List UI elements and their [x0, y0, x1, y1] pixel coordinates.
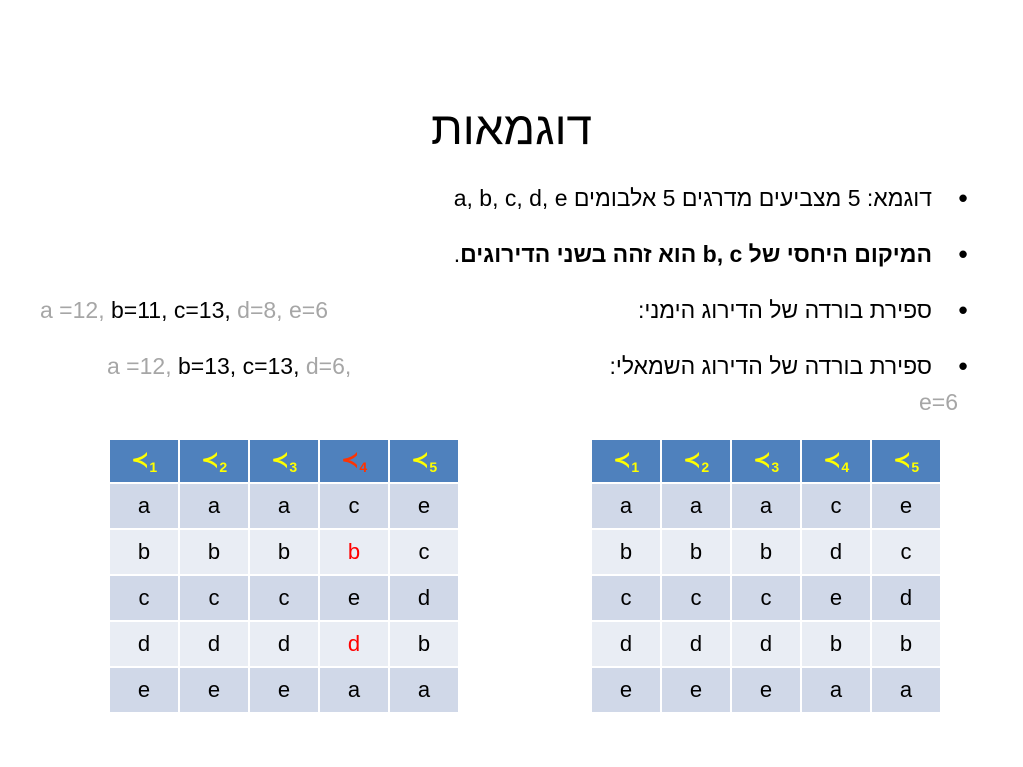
table-cell: c	[871, 529, 941, 575]
table-cell: d	[109, 621, 179, 667]
table-cell: a	[179, 483, 249, 529]
bullet-marker: •	[958, 295, 968, 325]
table-row	[109, 529, 459, 575]
table-cell: e	[249, 667, 319, 713]
table-cell-highlighted: d	[319, 621, 389, 667]
bullet-marker: •	[958, 351, 968, 381]
precedence-icon: ≺	[752, 447, 772, 472]
table-row	[591, 621, 941, 667]
voter-index: 1	[631, 459, 640, 475]
table-cell: a	[801, 667, 871, 713]
table-cell: e	[179, 667, 249, 713]
table-row	[109, 575, 459, 621]
precedence-icon: ≺	[682, 447, 702, 472]
voter-header	[249, 439, 319, 483]
table-cell: a	[591, 483, 661, 529]
voter-index: 1	[149, 459, 158, 475]
voter-header	[801, 439, 871, 483]
borda-left-scores	[107, 351, 351, 381]
table-cell: c	[249, 575, 319, 621]
table-cell: e	[871, 483, 941, 529]
table-cell: a	[109, 483, 179, 529]
borda-left-score-bc: b=13, c=13,	[177, 353, 300, 379]
precedence-icon: ≺	[892, 447, 912, 472]
table-cell: c	[661, 575, 731, 621]
voter-index: 2	[219, 459, 228, 475]
bullet-relative-position-text	[454, 239, 932, 269]
ranking-table-left	[108, 438, 460, 714]
borda-left-label: ספירת בורדה של הדירוג השמאלי:	[609, 353, 932, 379]
table-cell: e	[731, 667, 801, 713]
precedence-icon: ≺	[410, 447, 430, 472]
table-cell: c	[389, 529, 459, 575]
table-cell: e	[661, 667, 731, 713]
table-cell: c	[591, 575, 661, 621]
voter-header	[591, 439, 661, 483]
borda-right-score-a: a =12,	[40, 297, 105, 323]
table-cell: b	[591, 529, 661, 575]
voter-index: 5	[429, 459, 438, 475]
table-header-row	[109, 439, 459, 483]
table-row	[109, 483, 459, 529]
table-row	[109, 667, 459, 713]
borda-left-score-a: a =12,	[107, 353, 172, 379]
table-row	[591, 575, 941, 621]
voter-header	[389, 439, 459, 483]
table-cell: d	[801, 529, 871, 575]
table-cell: b	[249, 529, 319, 575]
borda-right-label: ספירת בורדה של הדירוג הימני:	[637, 297, 932, 323]
voter-index: 5	[911, 459, 920, 475]
table-cell: d	[591, 621, 661, 667]
voter-header	[179, 439, 249, 483]
borda-right-scores	[40, 295, 328, 325]
bullet-marker: •	[958, 183, 968, 213]
voter-index: 4	[841, 459, 850, 475]
voter-header	[731, 439, 801, 483]
table-cell: c	[109, 575, 179, 621]
voter-header	[109, 439, 179, 483]
table-cell: b	[661, 529, 731, 575]
precedence-icon: ≺	[822, 447, 842, 472]
borda-right-score-de: d=8, e=6	[237, 297, 328, 323]
table-cell: b	[179, 529, 249, 575]
borda-right-score-bc: b=11, c=13,	[110, 297, 231, 323]
precedence-icon: ≺	[612, 447, 632, 472]
table-cell: d	[871, 575, 941, 621]
precedence-icon: ≺	[270, 447, 290, 472]
table-cell: d	[731, 621, 801, 667]
borda-left-score-e: e=6	[918, 389, 958, 415]
table-cell: d	[179, 621, 249, 667]
borda-left-score-d: d=6,	[305, 353, 352, 379]
bullet-example-text: דוגמא: 5 מצביעים מדרגים 5 אלבומים a, b, c, d, e	[453, 185, 932, 211]
table-cell: a	[871, 667, 941, 713]
bullet-marker: •	[958, 239, 968, 269]
voter-index: 4	[359, 459, 368, 475]
table-header-row	[591, 439, 941, 483]
bullet-relative-position-tail: .	[453, 241, 461, 267]
table-row	[109, 621, 459, 667]
table-cell: b	[731, 529, 801, 575]
table-cell: e	[801, 575, 871, 621]
ranking-table-right	[590, 438, 942, 714]
precedence-icon: ≺	[130, 447, 150, 472]
table-cell: a	[319, 667, 389, 713]
table-cell-highlighted: b	[319, 529, 389, 575]
precedence-icon: ≺	[200, 447, 220, 472]
table-cell: d	[249, 621, 319, 667]
voter-header-highlighted	[319, 439, 389, 483]
voter-header	[871, 439, 941, 483]
table-cell: e	[319, 575, 389, 621]
table-cell: a	[249, 483, 319, 529]
table-cell: b	[801, 621, 871, 667]
table-cell: d	[661, 621, 731, 667]
table-cell: c	[319, 483, 389, 529]
table-cell: b	[389, 621, 459, 667]
table-cell: c	[801, 483, 871, 529]
table-cell: b	[109, 529, 179, 575]
bullet-relative-position-bold: המיקום היחסי של b, c הוא זהה בשני הדירוגים	[460, 241, 932, 267]
slide-title: דוגמאות	[430, 101, 593, 154]
table-cell: e	[109, 667, 179, 713]
table-cell: b	[871, 621, 941, 667]
table-cell: a	[389, 667, 459, 713]
table-cell: d	[389, 575, 459, 621]
table-row	[591, 483, 941, 529]
table-cell: e	[591, 667, 661, 713]
table-cell: e	[389, 483, 459, 529]
voter-index: 3	[771, 459, 780, 475]
table-cell: c	[731, 575, 801, 621]
voter-index: 3	[289, 459, 298, 475]
voter-header	[661, 439, 731, 483]
table-cell: a	[731, 483, 801, 529]
table-row	[591, 529, 941, 575]
table-cell: a	[661, 483, 731, 529]
precedence-icon: ≺	[340, 447, 360, 472]
table-row	[591, 667, 941, 713]
voter-index: 2	[701, 459, 710, 475]
table-cell: c	[179, 575, 249, 621]
